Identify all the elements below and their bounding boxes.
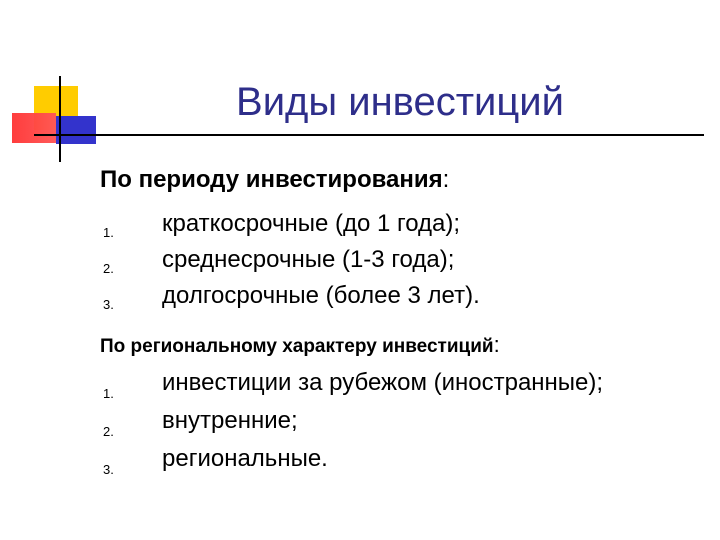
list-number: 2. [103, 261, 114, 276]
slide-title: Виды инвестиций [236, 80, 564, 124]
list-item: среднесрочные (1-3 года); [162, 246, 455, 273]
list-item: внутренние; [162, 407, 298, 434]
list-item: краткосрочные (до 1 года); [162, 210, 461, 237]
list-item: долгосрочные (более 3 лет). [162, 282, 480, 309]
list-item: региональные. [162, 445, 328, 472]
title-underline [34, 134, 704, 136]
section-heading-text: По периоду инвестирования [100, 166, 443, 193]
section-heading-regional [100, 332, 500, 358]
section-heading-period [100, 166, 449, 194]
list-number: 1. [103, 225, 114, 240]
section-heading-text: По региональному характеру инвестиций [100, 336, 494, 357]
heading-colon: : [442, 166, 450, 193]
list-item: инвестиции за рубежом (иностранные); [162, 369, 604, 396]
list-number: 3. [103, 297, 114, 312]
list-number: 1. [103, 386, 114, 401]
list-number: 3. [103, 462, 114, 477]
heading-colon: : [493, 332, 500, 357]
list-number: 2. [103, 424, 114, 439]
